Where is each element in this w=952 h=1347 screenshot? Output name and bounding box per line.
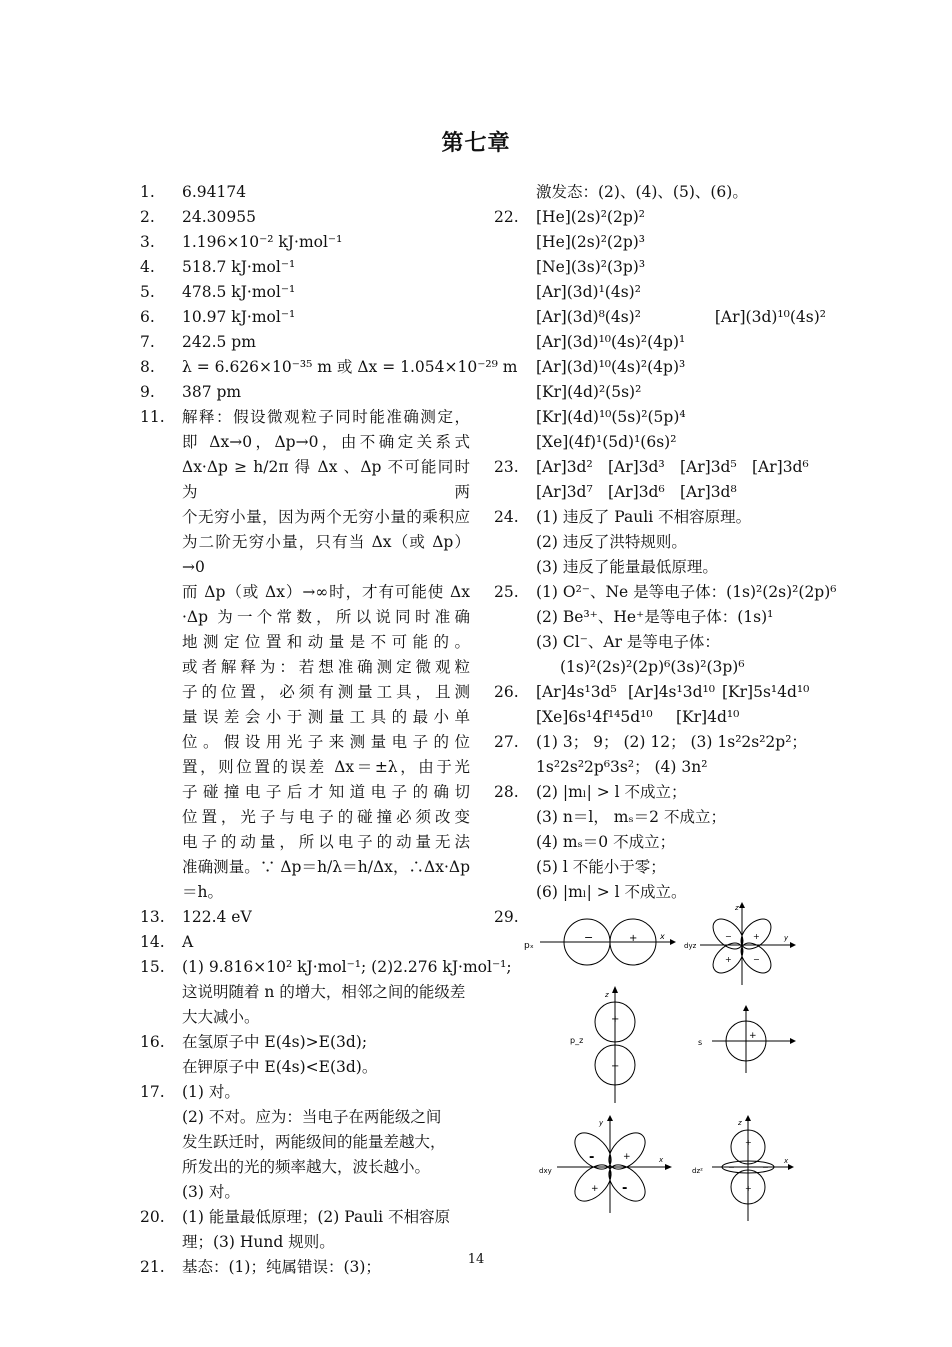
orbital-s-diagram <box>690 1005 800 1075</box>
orbital-pz-diagram <box>560 985 660 1105</box>
svg-text:+: + <box>611 1014 620 1025</box>
answer-text: λ = 6.626×10⁻³⁵ m 或 Δx = 1.054×10⁻²⁹ m <box>182 358 518 376</box>
answer-2: 2. 24.30955 <box>140 205 470 230</box>
svg-text:−: − <box>584 931 594 944</box>
answer-13: 13. 122.4 eV <box>140 908 252 926</box>
svg-text:x: x <box>784 1157 789 1165</box>
orbital-dz2-diagram <box>688 1115 798 1225</box>
answer-text: 242.5 pm <box>182 333 256 351</box>
svg-text:pₓ: pₓ <box>524 941 534 951</box>
svg-text:−: − <box>611 1061 620 1072</box>
right-column <box>494 180 837 930</box>
answer-text: 478.5 kJ·mol⁻¹ <box>182 283 296 301</box>
answer-25: 25. (1) O²⁻、Ne 是等电子体：(1s)²(2s)²(2p)⁶ (2) Be³⁺、He⁺是等电子体：(1s)¹ (3) Cl⁻、Ar 是等电子体： (1s)²(2s)²(2p)⁶(3s)²(3p)⁶ <box>494 583 837 676</box>
svg-text:p_z: p_z <box>570 1036 584 1045</box>
answer-6: 6. 10.97 kJ·mol⁻¹ <box>140 305 470 330</box>
answer-15: 15. (1) 9.816×10² kJ·mol⁻¹; (2)2.276 kJ·mol⁻¹; 这说明随着 n 的增大，相邻之间的能级差 大大减小。 <box>140 958 512 1026</box>
answer-text: 1.196×10⁻² kJ·mol⁻¹ <box>182 233 343 251</box>
svg-text:x: x <box>660 932 665 941</box>
answer-24: 24. (1) 违反了 Pauli 不相容原理。 (2) 违反了洪特规则。 (3) 违反了能量最低原理。 <box>494 508 752 576</box>
answer-text: 24.30955 <box>182 208 256 226</box>
answer-16: 16. 在氢原子中 E(4s)>E(3d); 在钾原子中 E(4s)<E(3d)。 <box>140 1033 378 1076</box>
answer-21-continued: 激发态：(2)、(4)、(5)、(6)。 <box>536 183 748 201</box>
svg-text:z: z <box>735 904 739 912</box>
svg-text:x: x <box>659 1156 664 1164</box>
answer-5: 5. 478.5 kJ·mol⁻¹ <box>140 280 470 305</box>
answer-7: 7. 242.5 pm <box>140 330 470 355</box>
answer-11-body: 解释：假设微观粒子同时能准确测定， 即 Δx→0，Δp→0，由不确定关系式 Δx·Δp ≥ h/2π 得 Δx 、Δp 不可能同时为两 个无穷小量，因为两个无穷小量的乘积应 为二阶无穷小量，只有当 Δx（或 Δp）→0 而 Δp（或 Δx）→∞时，才有可能使 Δx ·Δp 为一个常数，所以说同时准确 地测定位置和动量是不可能的。 或者解释为：若想准确测定微观粒 子的位置，必须有测量工具，且测 量误差会小于测量工具的最小单 位。假设用光子来测量电子的位 置，则位置的误差 Δx＝±λ，由于光 子碰撞电子后才知道电子的确切 位置，光子与电子的碰撞必须改变 电子的动量，所以电子的动量无法 准确测量。∵ Δp＝h/λ＝h/Δx，∴Δx·Δp ＝h。 <box>182 408 470 901</box>
answer-29: 29. <box>494 908 519 926</box>
svg-text:+: + <box>753 932 760 941</box>
svg-text:+: + <box>591 1184 599 1194</box>
svg-text:−: − <box>762 1163 769 1172</box>
answer-1: 1. 6.94174 <box>140 180 470 205</box>
orbital-px-diagram <box>520 910 680 970</box>
answer-28: 28. (2) |mₗ| > l 不成立； (3) n＝l， mₛ＝2 不成立； (4) mₛ＝0 不成立； (5) l 不能小于零； (6) |mₗ| > l 不成立。 <box>494 783 726 901</box>
answer-17: 17. (1) 对。 (2) 不对。应为：当电子在两能级之间 发生跃迁时，两能级间的能量差越大， 所发出的光的频率越大，波长越小。 (3) 对。 <box>140 1083 446 1201</box>
answer-14: 14. A <box>140 933 194 951</box>
answer-27: 27. (1) 3； 9； (2) 12； (3) 1s²2s²2p²； 1s²2s²2p⁶3s²； (4) 3n² <box>494 733 807 776</box>
answer-text: 10.97 kJ·mol⁻¹ <box>182 308 296 326</box>
answer-text: 6.94174 <box>182 183 247 201</box>
svg-text:s: s <box>698 1038 703 1047</box>
answer-23: 23. [Ar]3d² [Ar]3d³ [Ar]3d⁵ [Ar]3d⁶ [Ar]3d⁷ [Ar]3d⁶ [Ar]3d⁸ <box>494 458 809 501</box>
answer-3: 3. 1.196×10⁻² kJ·mol⁻¹ <box>140 230 470 255</box>
svg-text:z: z <box>605 991 609 999</box>
answer-20: 20. (1) 能量最低原理；(2) Pauli 不相容原 理；(3) Hund 规则。 <box>140 1208 451 1251</box>
svg-text:dyz: dyz <box>684 942 697 950</box>
answer-21: 21. 基态：(1)；纯属错误：(3)； <box>140 1258 381 1276</box>
svg-text:+: + <box>745 1184 752 1193</box>
answer-text: 518.7 kJ·mol⁻¹ <box>182 258 296 276</box>
answer-22: 22. [He](2s)²(2p)² [He](2s)²(2p)³ [Ne](3s)²(3p)³ [Ar](3d)¹(4s)² [Ar](3d)⁸(4s)² [Ar](3d)¹⁰(4s)² [Ar](3d)¹⁰(4s)²(4p)¹ [Ar](3d)¹⁰(4s)²(4p)³ [Kr](4d)²(5s)² [Kr](4d)¹⁰(5s)²(5p)⁴ [Xe](4f)¹(5d)¹(6s)² <box>494 208 826 451</box>
svg-text:+: + <box>629 933 638 944</box>
page-number: 14 <box>467 1252 485 1267</box>
answer-9: 9. 387 pm <box>140 380 470 405</box>
page-title: 第七章 <box>441 130 511 156</box>
svg-text:dz²: dz² <box>692 1167 703 1175</box>
orbital-dyz-diagram <box>680 900 800 990</box>
svg-text:+: + <box>749 1031 757 1041</box>
svg-text:−: − <box>753 955 760 964</box>
svg-text:z: z <box>738 1119 742 1127</box>
answer-8: 8. λ = 6.626×10⁻³⁵ m 或 Δx = 1.054×10⁻²⁹ m <box>140 355 470 380</box>
orbital-dxy-diagram <box>535 1115 675 1215</box>
answer-26: 26. [Ar]4s¹3d⁵ [Ar]4s¹3d¹⁰ [Kr]5s¹4d¹⁰ [Xe]6s¹4f¹⁴5d¹⁰ [Kr]4d¹⁰ <box>494 683 810 726</box>
answer-11: 11. 解释：假设微观粒子同时能准确测定， 即 Δx→0，Δp→0，由不确定关系式 Δx·Δp ≥ h/2π 得 Δx 、Δp 不可能同时为两 个无穷小量，因为两个无穷小量的乘积应 为二阶无穷小量，只有当 Δx（或 Δp）→0 而 Δp（或 Δx）→∞时，才有可能使 Δx ·Δp 为一个常数，所以说同时准确 地测定位置和动量是不可能的。 或者解释为：若想准确测定微观粒 子的位置，必须有测量工具，且测 量误差会小于测量工具的最小单 位。假设用光子来测量电子的位 置，则位置的误差 Δx＝±λ，由于光 子碰撞电子后才知道电子的确切 位置，光子与电子的碰撞必须改变 电子的动量，所以电子的动量无法 准确测量。∵ Δp＝h/λ＝h/Δx，∴Δx·Δp ＝h。 <box>140 405 470 905</box>
svg-text:dxy: dxy <box>539 1167 552 1175</box>
svg-text:-: - <box>589 1150 595 1165</box>
svg-text:+: + <box>725 955 732 964</box>
svg-text:+: + <box>623 1152 631 1162</box>
answer-4: 4. 518.7 kJ·mol⁻¹ <box>140 255 470 280</box>
svg-text:−: − <box>725 932 732 941</box>
left-column <box>140 180 518 1280</box>
svg-text:-: - <box>622 1181 628 1196</box>
svg-text:−: − <box>728 1163 735 1172</box>
svg-text:y: y <box>599 1119 604 1127</box>
svg-text:y: y <box>784 934 789 942</box>
answer-text: 387 pm <box>182 383 242 401</box>
svg-text:+: + <box>745 1138 752 1147</box>
